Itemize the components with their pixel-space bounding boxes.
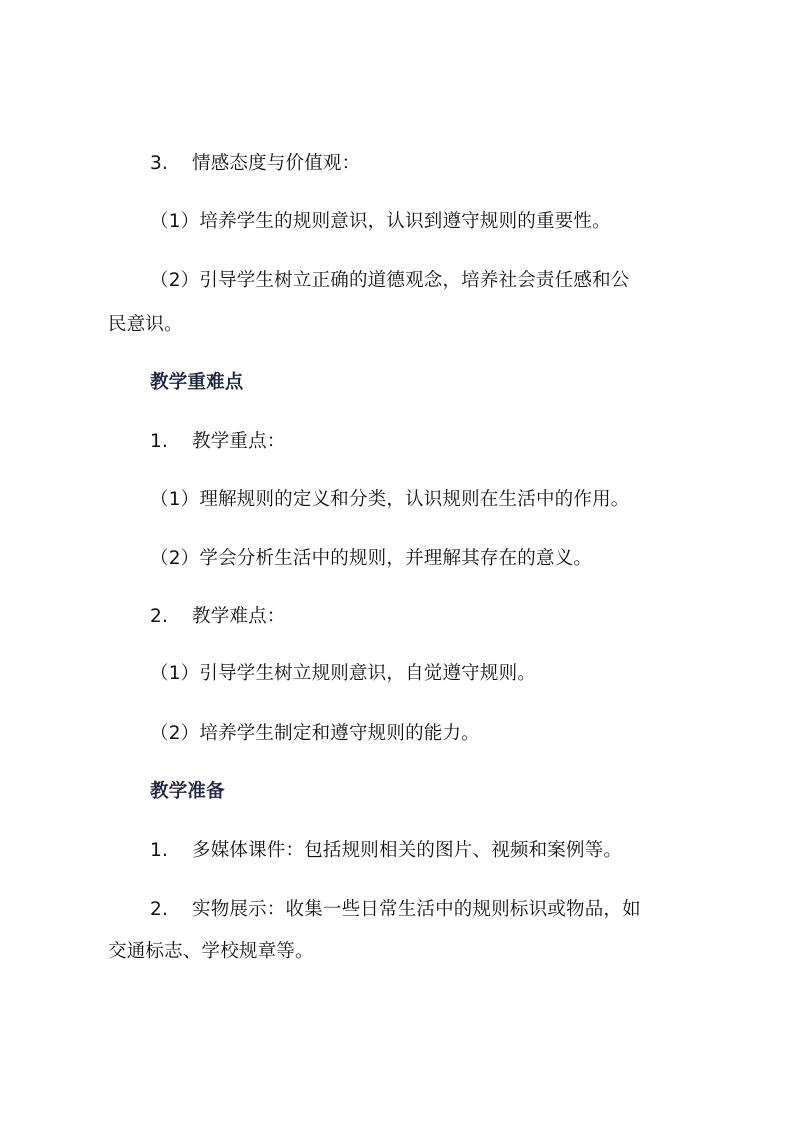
section-3-item-2-line-1: （2）引导学生树立正确的道德观念，培养社会责任感和公 [150,270,630,291]
focus-item-1: （1）理解规则的定义和分类，认识规则在生活中的作用。 [150,489,630,510]
difficulty-item-2: （2）培养学生制定和遵守规则的能力。 [150,723,480,744]
section-3-title-text: 情感态度与价值观： [192,153,361,174]
section-3-item-1: （1）培养学生的规则意识，认识到遵守规则的重要性。 [150,211,611,232]
preparation-item-2-text: 实物展示：收集一些日常生活中的规则标识或物品，如 [192,899,641,920]
focus-title [150,430,286,454]
preparation-item-2-line-2: 交通标志、学校规章等。 [108,941,314,962]
focus-item-2: （2）学会分析生活中的规则，并理解其存在的意义。 [150,548,593,569]
difficulty-item-1: （1）引导学生树立规则意识，自觉遵守规则。 [150,663,536,684]
preparation-item-2-number: 2. [150,899,169,920]
difficulty-title-text: 教学难点： [192,606,286,627]
key-points-heading: 教学重难点 [150,372,244,393]
preparation-heading: 教学准备 [150,781,225,802]
preparation-item-1-text: 多媒体课件：包括规则相关的图片、视频和案例等。 [192,840,623,861]
preparation-item-1-number: 1. [150,840,169,861]
section-3-number: 3. [150,153,169,174]
section-3-title [150,152,360,176]
difficulty-number: 2. [150,606,169,627]
focus-number: 1. [150,431,169,452]
section-3-item-2-line-2: 民意识。 [108,314,183,335]
preparation-item-1 [150,839,622,863]
focus-title-text: 教学重点： [192,431,286,452]
preparation-item-2-line-1 [150,898,641,922]
difficulty-title [150,605,286,629]
